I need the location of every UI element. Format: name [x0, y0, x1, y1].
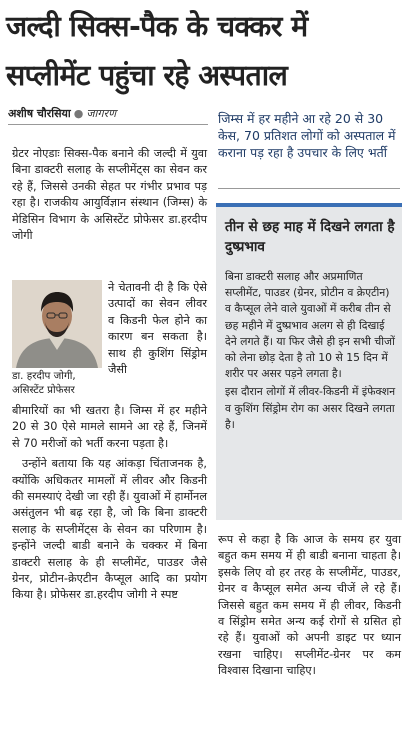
sidebar-box-title: तीन से छह माह में दिखने लगता है दुष्प्रभाव — [225, 219, 395, 255]
intro-paragraph: ग्रेटर नोएडाः सिक्स-पैक बनाने की जल्दी में युवा बिना डाक्टरी सलाह के सप्लीमेंट्स का सेवन कर रहे हैं, जिससे उनकी सेहत पर गंभीर प्रभाव पड़ रहा है। राजकीय आयुर्विज्ञान संस्थान (जिम्स) के मेडिसिन विभाग के असिस्टेंट प्रोफेसर डा.हरदीप जोगी — [12, 147, 207, 243]
right-bottom-paragraph: रूप से कहा है कि आज के समय हर युवा बहुत कम समय में ही बाडी बनाना चाहता है। इसके लिए वो हर तरह के सप्लीमेंट, पाउडर, ग्रेनर व कैप्सूल समेत अन्य चीजें ले रहे हैं। जिससे बहुत कम समय में ही लीवर, किडनी व सिंड्रोम समेत अन्य कई रोगों से ग्रसित हो रहे हैं। युवाओं को अपनी डाइट पर ध्यान रखना चाहिए। सप्लीमेंट-ग्रेनर पर कम विश्वास दिखाना चाहिए। — [218, 533, 401, 678]
sidebar-box-accent-bar — [216, 203, 402, 207]
sidebar-box-paragraph-1: बिना डाक्टरी सलाह और अप्रमाणित सप्लीमेंट, पाउडर (ग्रेनर, प्रोटीन व क्रेएटीन) व कैप्सूल लेने वाले युवाओं में करीब तीन से छह महीने में दुष्प्रभाव अलग से ही दिखाई देने लगते हैं। या फिर जैसे ही इन सभी चीजों को लेना छोड़ देता है तो 10 से 15 दिन में शरीर पर असर पड़ने लगता है। — [225, 270, 395, 381]
byline-author: अशीष चौरसिया — [8, 107, 71, 120]
headline-line-2: सप्लीमेंट पहुंचा रहे अस्पताल — [6, 59, 288, 92]
continuation-paragraph: बीमारियों का भी खतरा है। जिम्स में हर महीने 20 से 30 ऐसे मामले सामने आ रहे हैं, जिनमें से 70 मरीजों को भर्ती करना पड़ता है। — [12, 404, 207, 450]
article-body-right — [218, 532, 401, 684]
byline-source: जागरण — [86, 107, 117, 120]
sidebar-box — [216, 203, 402, 520]
photo-caption: डा. हरदीप जोगी, असिस्टेंट प्रोफेसर — [12, 370, 76, 396]
headline — [6, 2, 404, 100]
sidebar-box-body — [225, 269, 397, 435]
headline-line-1: जल्दी सिक्स-पैक के चक्कर में — [6, 10, 308, 43]
sidebar-box-paragraph-2: इस दौरान लोगों में लीवर-किडनी में इंफेक्शन व कुशिंग सिंड्रोम रोग का असर दिखने लगता है। — [225, 385, 396, 431]
article-intro — [12, 146, 207, 248]
body-paragraph-2: उन्होंने बताया कि यह आंकड़ा चिंताजनक है, क्योंकि अधिकतर मामलों में लीवर और किडनी की समस्याएं देखी जा रही हैं। युवाओं में हार्मोनल असंतुलन भी बढ़ रहा है, जो कि बिना डाक्टरी सलाह के सप्लीमेंट्स के सेवन का परिणाम है। इन्होंने जल्दी बाडी बनाने के चक्कर में बिना डाक्टरी सलाह के ही सप्लीमेंट, पाउडर जैसे ग्रेनर, प्रोटीन-क्रेएटीन कैप्सूल आदि का प्रयोग किया है। प्रोफेसर डा.हरदीप जोगी ने स्पष्ट — [12, 457, 207, 602]
byline-separator-dot: ● — [73, 107, 84, 120]
text-beside-photo: ने चेतावनी दी है कि ऐसे उत्पादों का सेवन लीवर व किडनी फेल होने का कारण बन सकता है। साथ ही कुशिंग सिंड्रोम जैसी — [108, 281, 207, 377]
byline-rule — [8, 124, 208, 125]
quote-rule — [218, 188, 400, 189]
article-body-left — [12, 403, 207, 608]
highlight-quote: जिम्स में हर महीने आ रहे 20 से 30 केस, 70 प्रतिशत लोगों को अस्पताल में कराना पड़ रहा है उपचार के लिए भर्ती — [218, 111, 396, 161]
byline — [8, 106, 208, 121]
portrait-photo — [12, 280, 102, 368]
portrait-photo-icon — [12, 280, 102, 368]
